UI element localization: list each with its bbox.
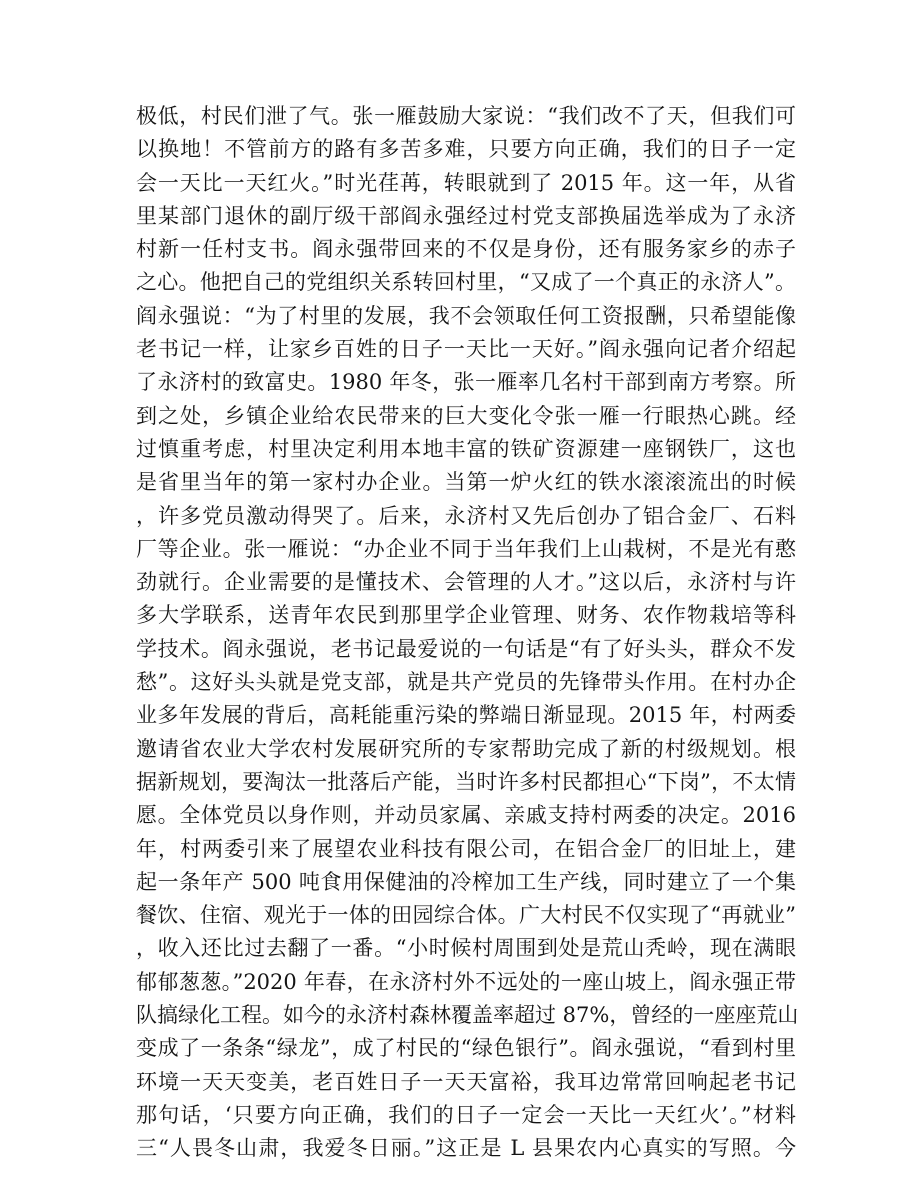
text-line-23: 年，村两委引来了展望农业科技有限公司，在铝合金厂的旧址上，建 bbox=[136, 836, 796, 861]
text-line-29: 变成了一条条“绿龙”，成了村民的“绿色银行”。阎永强说，“看到村里 bbox=[136, 1036, 796, 1061]
text-line-13: ，许多党员激动得哭了。后来，永济村又先后创办了铝合金厂、石料 bbox=[136, 503, 796, 528]
text-line-19: 业多年发展的背后，高耗能重污染的弊端日渐显现。2015 年，村两委 bbox=[136, 703, 796, 728]
text-line-11: 过慎重考虑，村里决定利用本地丰富的铁矿资源建一座钢铁厂，这也 bbox=[136, 436, 796, 461]
text-line-21: 据新规划，要淘汰一批落后产能，当时许多村民都担心“下岗”，不太情 bbox=[136, 769, 796, 794]
text-line-8: 老书记一样，让家乡百姓的日子一天比一天好。”阎永强向记者介绍起 bbox=[136, 337, 796, 362]
text-line-25: 餐饮、住宿、观光于一体的田园综合体。广大村民不仅实现了“再就业” bbox=[136, 903, 796, 928]
text-line-2: 以换地！不管前方的路有多苦多难，只要方向正确，我们的日子一定 bbox=[136, 137, 796, 162]
text-line-6: 之心。他把自己的党组织关系转回村里，“又成了一个真正的永济人”。 bbox=[136, 270, 796, 295]
text-line-22: 愿。全体党员以身作则，并动员家属、亲戚支持村两委的决定。2016 bbox=[136, 803, 796, 828]
text-line-10: 到之处，乡镇企业给农民带来的巨大变化令张一雁一行眼热心跳。经 bbox=[136, 403, 796, 428]
text-line-1: 极低，村民们泄了气。张一雁鼓励大家说：“我们改不了天，但我们可 bbox=[136, 104, 796, 128]
text-line-20: 邀请省农业大学农村发展研究所的专家帮助完成了新的村级规划。根 bbox=[136, 736, 796, 761]
text-line-17: 学技术。阎永强说，老书记最爱说的一句话是“有了好头头，群众不发 bbox=[136, 636, 796, 661]
text-line-5: 村新一任村支书。阎永强带回来的不仅是身份，还有服务家乡的赤子 bbox=[136, 237, 796, 262]
text-line-16: 多大学联系，送青年农民到那里学企业管理、财务、农作物栽培等科 bbox=[136, 603, 796, 628]
text-line-31: 那句话，‘只要方向正确，我们的日子一定会一天比一天红火’。”材料 bbox=[136, 1102, 796, 1127]
text-line-14: 厂等企业。张一雁说：“办企业不同于当年我们上山栽树，不是光有憨 bbox=[136, 536, 796, 561]
text-line-24: 起一条年产 500 吨食用保健油的冷榨加工生产线，同时建立了一个集 bbox=[136, 869, 796, 894]
text-line-32: 三“人畏冬山肃，我爱冬日丽。”这正是 L 县果农内心真实的写照。今 bbox=[136, 1136, 796, 1161]
text-line-4: 里某部门退休的副厅级干部阎永强经过村党支部换届选举成为了永济 bbox=[136, 203, 796, 228]
text-line-27: 郁郁葱葱。”2020 年春，在永济村外不远处的一座山坡上，阎永强正带 bbox=[136, 969, 796, 994]
text-line-7: 阎永强说：“为了村里的发展，我不会领取任何工资报酬，只希望能像 bbox=[136, 303, 796, 328]
text-line-3: 会一天比一天红火。”时光荏苒，转眼就到了 2015 年。这一年，从省 bbox=[136, 170, 796, 195]
text-line-30: 环境一天天变美，老百姓日子一天天富裕，我耳边常常回响起老书记 bbox=[136, 1069, 796, 1094]
text-line-28: 队搞绿化工程。如今的永济村森林覆盖率超过 87%，曾经的一座座荒山 bbox=[136, 1003, 799, 1028]
text-line-15: 劲就行。企业需要的是懂技术、会管理的人才。”这以后，永济村与许 bbox=[136, 570, 796, 595]
text-line-26: ，收入还比过去翻了一番。“小时候村周围到处是荒山秃岭，现在满眼 bbox=[136, 936, 796, 961]
text-line-9: 了永济村的致富史。1980 年冬，张一雁率几名村干部到南方考察。所 bbox=[136, 370, 796, 395]
article-body bbox=[136, 100, 799, 1166]
text-line-12: 是省里当年的第一家村办企业。当第一炉火红的铁水滚滚流出的时候 bbox=[136, 470, 796, 495]
text-line-18: 愁”。这好头头就是党支部，就是共产党员的先锋带头作用。在村办企 bbox=[136, 670, 796, 695]
